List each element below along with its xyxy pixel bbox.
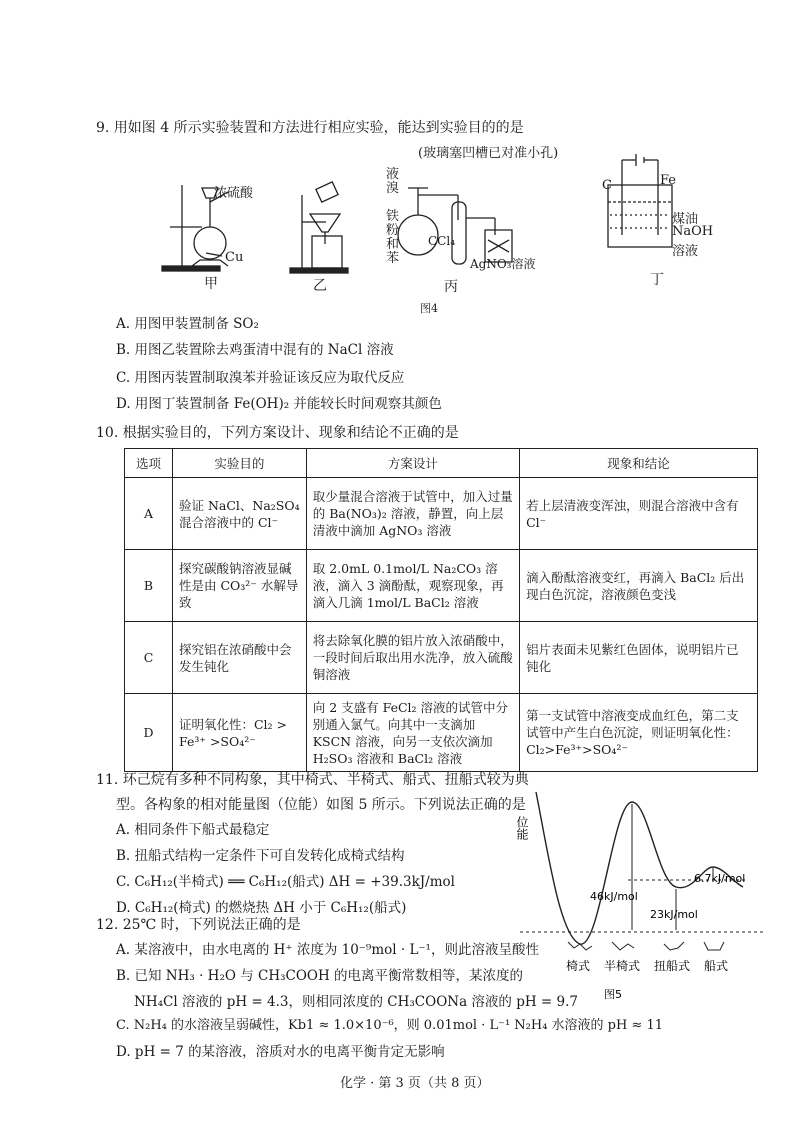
- row-plan: 向 2 支盛有 FeCl₂ 溶液的试管中分别通入氯气。向其中一支滴加 KSCN 溶液，向另一支依次滴加 H₂SO₃ 溶液和 BaCl₂ 溶液: [306, 694, 519, 772]
- conformer-half-chair: 半椅式: [604, 959, 641, 973]
- q12-option-c: C. N₂H₄ 的水溶液呈弱碱性，Kb1 ≈ 1.0×10⁻⁶，则 0.01mol · L⁻¹ N₂H₄ 水溶液的 pH ≈ 11: [116, 1018, 664, 1033]
- label-iron-benzene: 铁粉和苯: [386, 209, 400, 266]
- name-ding: 丁: [650, 272, 664, 288]
- q12-option-d: D. pH = 7 的某溶液，溶质对水的电离平衡肯定无影响: [116, 1044, 445, 1060]
- q11-option-d: D. C₆H₁₂(椅式) 的燃烧热 ΔH 小于 C₆H₁₂(船式): [116, 900, 407, 916]
- annotation-23: 23kJ/mol: [650, 908, 698, 921]
- conformer-twist-boat: 扭船式: [654, 959, 691, 973]
- q9-option-b: B. 用图乙装置除去鸡蛋清中混有的 NaCl 溶液: [116, 342, 394, 358]
- label-solution: 溶液: [672, 244, 699, 259]
- label-naoh: NaOH: [672, 224, 714, 239]
- row-plan: 将去除氧化膜的铝片放入浓硝酸中，一段时间后取出用水洗净，放入硫酸铜溶液: [306, 622, 519, 694]
- row-aim: 证明氧化性：Cl₂ > Fe³⁺ >SO₄²⁻: [172, 694, 306, 772]
- row-aim: 探究碳酸钠溶液显碱性是由 CO₃²⁻ 水解导致: [172, 550, 306, 622]
- label-liquid-bromine: 液溴: [386, 167, 400, 196]
- q9-option-a: A. 用图甲装置制备 SO₂: [116, 316, 259, 332]
- table-row: [125, 694, 758, 772]
- conformer-chair: 椅式: [566, 959, 591, 973]
- row-option: D: [125, 694, 173, 772]
- label-fig-note: (玻璃塞凹槽已对准小孔): [418, 146, 559, 161]
- figure5-ylabel: 位能: [515, 816, 529, 840]
- apparatus-yi: [290, 182, 348, 273]
- q11-option-b: B. 扭船式结构一定条件下可自发转化成椅式结构: [116, 848, 405, 864]
- name-jia: 甲: [204, 276, 218, 292]
- table-row: [125, 478, 758, 550]
- q10-stem: 10. 根据实验目的，下列方案设计、现象和结论不正确的是: [96, 425, 459, 441]
- row-option: C: [125, 622, 173, 694]
- name-bing: 丙: [444, 279, 458, 295]
- q12-option-b-cont: NH₄Cl 溶液的 pH = 4.3，则相同浓度的 CH₃COONa 溶液的 pH = 9.7: [134, 994, 578, 1010]
- apparatus-bing: [398, 188, 512, 264]
- label-c-electrode: C: [602, 178, 612, 193]
- table-header-row: [125, 449, 758, 478]
- q12-option-a: A. 某溶液中，由水电离的 H⁺ 浓度为 10⁻⁹mol · L⁻¹，则此溶液呈酸性: [116, 942, 539, 958]
- figure-4-caption: 图4: [420, 302, 438, 315]
- table-row: [125, 622, 758, 694]
- table-row: [125, 550, 758, 622]
- row-result: 第一支试管中溶液变成血红色，第二支试管中产生白色沉淀，则证明氧化性：Cl₂>Fe³⁺>SO₄²⁻: [520, 694, 758, 772]
- page-footer: 化学 · 第 3 页（共 8 页）: [340, 1076, 490, 1091]
- q12-option-b: B. 已知 NH₃ · H₂O 与 CH₃COOH 的电离平衡常数相等，某浓度的: [116, 968, 524, 984]
- conformer-boat: 船式: [704, 959, 729, 973]
- header-option: 选项: [125, 449, 173, 478]
- row-plan: 取 2.0mL 0.1mol/L Na₂CO₃ 溶液，滴入 3 滴酚酞，观察现象，再滴入几滴 1mol/L BaCl₂ 溶液: [306, 550, 519, 622]
- label-conc-sulfuric-acid: 浓硫酸: [214, 186, 254, 201]
- q9-option-c: C. 用图丙装置制取溴苯并验证该反应为取代反应: [116, 370, 405, 386]
- q11-stem-line1: 11. 环己烷有多种不同构象，其中椅式、半椅式、船式、扭船式较为典: [96, 772, 529, 788]
- figure-4: [140, 140, 680, 315]
- figure-5-caption: 图5: [604, 988, 622, 1001]
- annotation-46: 46kJ/mol: [590, 890, 638, 903]
- q11-option-c: C. C₆H₁₂(半椅式) ══ C₆H₁₂(船式) ΔH = +39.3kJ/mol: [116, 874, 455, 890]
- header-result: 现象和结论: [520, 449, 758, 478]
- name-yi: 乙: [313, 278, 327, 294]
- apparatus-ding: [608, 154, 672, 247]
- q9-option-d: D. 用图丁装置制备 Fe(OH)₂ 并能较长时间观察其颜色: [116, 396, 442, 412]
- header-plan: 方案设计: [306, 449, 519, 478]
- label-fe-electrode: Fe: [660, 173, 677, 188]
- label-ccl4: CCl₄: [428, 234, 456, 248]
- row-option: A: [125, 478, 173, 550]
- row-aim: 验证 NaCl、Na₂SO₄ 混合溶液中的 Cl⁻: [172, 478, 306, 550]
- row-result: 铝片表面未见紫红色固体，说明铝片已钝化: [520, 622, 758, 694]
- label-kerosene: 煤油: [672, 212, 699, 227]
- row-result: 若上层清液变浑浊，则混合溶液中含有 Cl⁻: [520, 478, 758, 550]
- label-agno3: AgNO₃溶液: [470, 257, 536, 271]
- q9-stem: 9. 用如图 4 所示实验装置和方法进行相应实验，能达到实验目的的是: [96, 120, 524, 136]
- row-result: 滴入酚酞溶液变红，再滴入 BaCl₂ 后出现白色沉淀，溶液颜色变浅: [520, 550, 758, 622]
- row-option: B: [125, 550, 173, 622]
- q12-stem: 12. 25℃ 时，下列说法正确的是: [96, 917, 301, 933]
- q10-table: [124, 448, 758, 772]
- header-aim: 实验目的: [172, 449, 306, 478]
- row-aim: 探究铝在浓硝酸中会发生钝化: [172, 622, 306, 694]
- annotation-6-7: 6.7kJ/mol: [694, 872, 746, 885]
- energy-curve: [536, 792, 746, 944]
- conformer-sketches: [568, 942, 724, 950]
- q11-option-a: A. 相同条件下船式最稳定: [116, 822, 270, 838]
- q11-stem-line2: 型。各构象的相对能量图（位能）如图 5 所示。下列说法正确的是: [116, 797, 526, 813]
- label-cu: Cu: [225, 250, 244, 265]
- figure-5-energy-diagram: [508, 772, 770, 1012]
- row-plan: 取少量混合溶液于试管中，加入过量的 Ba(NO₃)₂ 溶液，静置，向上层清液中滴加 AgNO₃ 溶液: [306, 478, 519, 550]
